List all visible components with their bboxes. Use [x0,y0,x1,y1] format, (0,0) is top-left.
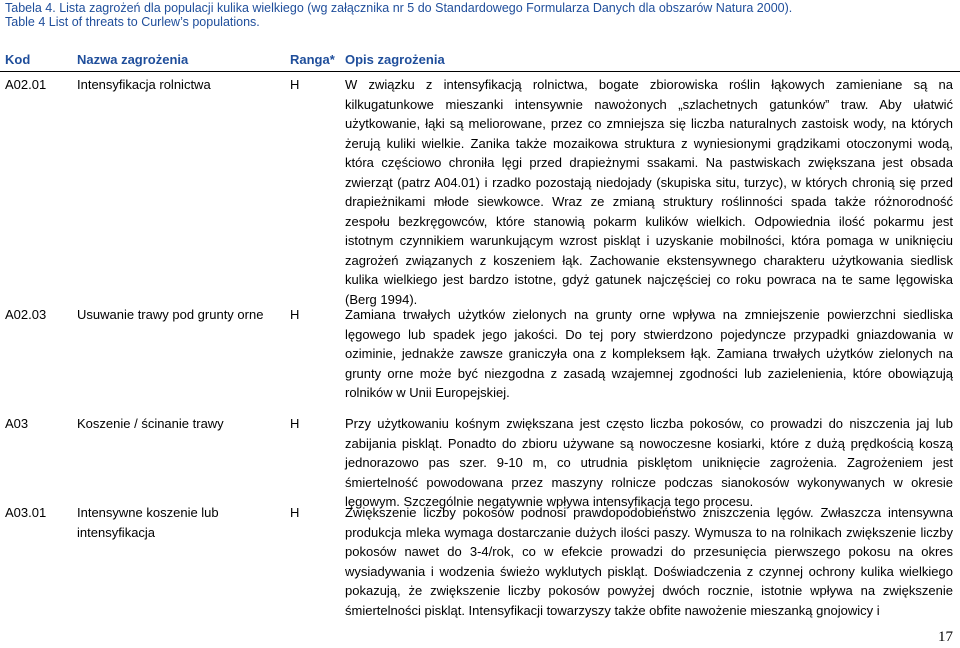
table-caption-polish: Tabela 4. Lista zagrożeń dla populacji kulika wielkiego (wg załącznika nr 5 do Standardowego Formularza Danych dla obszarów Natura 2000). [5,1,793,15]
threat-rank: H [290,416,300,431]
header-divider [0,71,960,72]
threat-code: A03 [5,416,29,431]
table-header-row [0,51,960,69]
threat-rank: H [290,307,300,322]
header-threat-name: Nazwa zagrożenia [77,52,189,67]
table-caption-english: Table 4 List of threats to Curlew’s populations. [5,15,260,29]
threat-rank: H [290,77,300,92]
threat-description: Zamiana trwałych użytków zielonych na grunty orne wpływa na zmniejszenie powierzchni siedliska lęgowego lub spadek jego jakości. Do tej pory stwierdzono pojedyncze przypadki gniazdowania w oziminie, jednakże zawsze graniczyła ona z kompleksem łąk. Zamiana trwałych użytków zielonych na grunty orne może być niezgodna z zasadą wzajemnej zgodności lub zazielenienia, które obowiązują rolników w Unii Europejskiej. [345,307,953,400]
threat-name: Koszenie / ścinanie trawy [77,416,224,431]
header-description: Opis zagrożenia [345,52,445,67]
threat-description: Przy użytkowaniu kośnym zwiększana jest często liczba pokosów, co prowadzi do niszczenia jaj lub zabijania piskląt. Ponadto do zbioru używane są nowoczesne kosiarki, które z dużą prędkością koszą jednorazowo pas szer. 9-10 m, co utrudnia pisklętom uniknięcie zagrożenia. Zagrożeniem jest śmiertelność powodowana przez maszyny rolnicze podczas sianokosów wykonywanych w okresie lęgowym. Szczególnie negatywnie wpływa intensyfikacja tego procesu. [345,416,953,509]
threat-name: Intensywne koszenie lub intensyfikacja [77,505,219,540]
threat-name: Usuwanie trawy pod grunty orne [77,307,264,322]
page-number: 17 [938,629,953,645]
threat-code: A02.03 [5,307,47,322]
threat-rank: H [290,505,300,520]
header-code: Kod [5,52,31,67]
threat-code: A03.01 [5,505,47,520]
header-rank: Ranga* [290,52,335,67]
threat-name: Intensyfikacja rolnictwa [77,77,211,92]
threat-description: W związku z intensyfikacją rolnictwa, bogate zbiorowiska roślin łąkowych zamieniane są na kilkugatunkowe mieszanki intensywnie nawożonych „szlachetnych gatunków” traw. Aby ułatwić użytkowanie, łąki są meliorowane, przez co zmniejsza się liczba naturalnych zastoisk wody, na których żerują kuliki wielkie. Zanika także mozaikowa struktura z wyniesionymi grądzikami otoczonymi wodą, która częściowo chroniła lęgi przed drapieżnymi ssakami. Na pastwiskach zwiększana jest obsada zwierząt (patrz A04.01) i rzadko pozostają niedojady (skupiska situ, turzyc), w których chronią się przed drapieżnikami młode siewkowce. Wraz ze zmianą struktury roślinności spada także różnorodność zespołu bezkręgowców, które stanowią pokarm kulików wielkich. Odpowiednia ilość pokarmu jest istotnym czynnikiem warunkującym wzrost piskląt i uzyskanie mobilności, która pomaga w uniknięciu zagrożeń związanych z koszeniem łąk. Zachowanie ekstensywnego charakteru użytkowania siedlisk kulika wielkiego jest bardzo istotne, gdyż gatunek najczęściej co roku powraca na te same lęgowiska (Berg 1994). [345,77,953,307]
threat-code: A02.01 [5,77,47,92]
threat-description: Zwiększenie liczby pokosów podnosi prawdopodobieństwo zniszczenia lęgów. Zwłaszcza intensywna produkcja mleka wymaga dostarczanie dużych ilości paszy. Wymusza to na rolnikach zwiększenie liczby pokosów nawet do 3-4/rok, co w efekcie prowadzi do przesunięcia pierwszego pokosu na okres wysiadywania i wodzenia świeżo wyklutych piskląt. Doświadczenia z czynnej ochrony kulika wielkiego pokazują, że zwiększenie liczby pokosów powyżej dwóch rocznie, istotnie wpływa na zwiększenie śmiertelności piskląt. Intensyfikacji towarzyszy także obfite nawożenie mieszanką gnojowicy i [345,505,953,618]
